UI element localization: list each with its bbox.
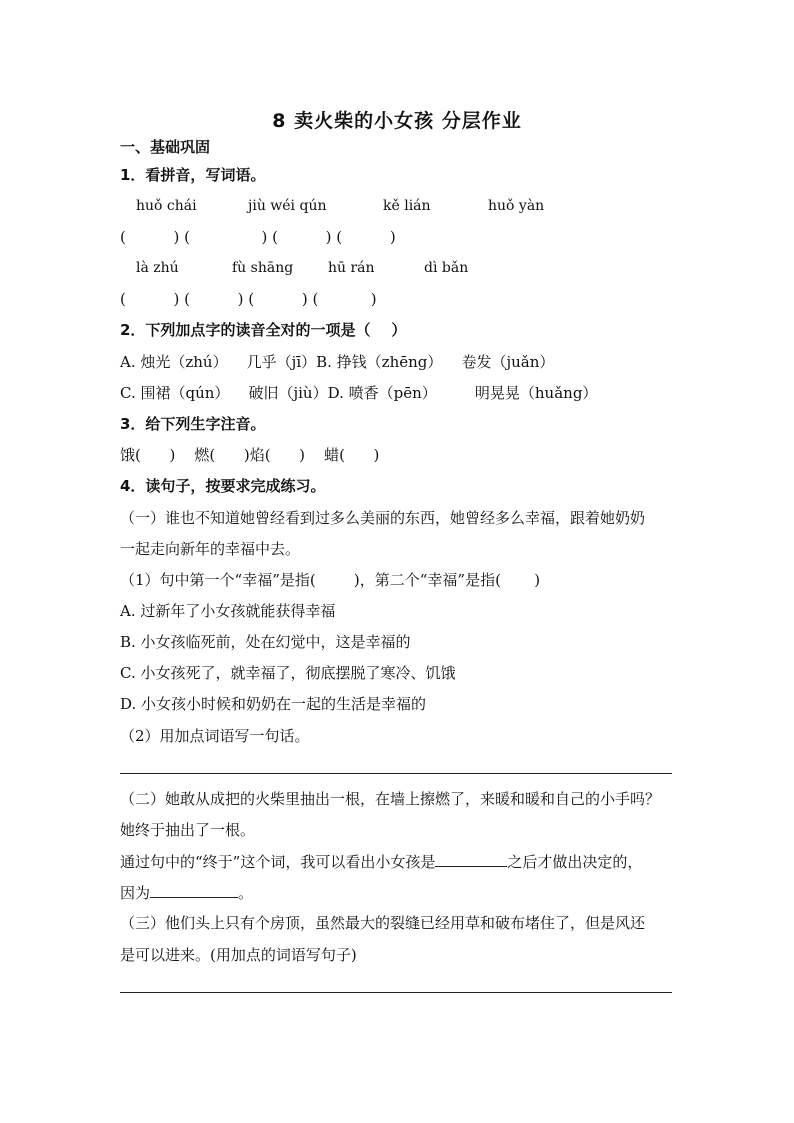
passage-2-because: [120, 882, 253, 903]
q4-title: 4．读句子，按要求完成练习。: [120, 477, 326, 495]
q2-title: 2．下列加点字的读音全对的一项是（ ）: [120, 321, 407, 339]
option-b: B. 小女孩临死前，处在幻觉中，这是幸福的: [120, 633, 411, 651]
passage-3-line-1: （三）他们头上只有个房顶，虽然最大的裂缝已经用草和破布堵住了，但是风还: [120, 914, 646, 932]
option-c: C. 小女孩死了，就幸福了，彻底摆脱了寒冷、饥饿: [120, 664, 456, 682]
passage-1-line-2: 一起走向新年的幸福中去。: [120, 540, 301, 558]
section-heading: 一、基础巩固: [120, 138, 211, 156]
answer-line-2[interactable]: [120, 992, 672, 993]
passage-3-line-2: 是可以进来。(用加点的词语写句子): [120, 946, 357, 964]
answer-brackets-row1[interactable]: ( ) ( ) ( ) ( ): [120, 228, 396, 246]
pinyin-3: kě lián: [383, 198, 431, 214]
passage-2-question: [120, 851, 642, 872]
q2-options-ab: A. 烛光（zhú） 几乎（jī）B. 挣钱（zhēng） 卷发（juǎn）: [120, 353, 555, 371]
pinyin-8: dì bǎn: [424, 260, 469, 276]
sub-question-2: （2）用加点词语写一句话。: [120, 727, 310, 745]
answer-line-1[interactable]: [120, 773, 672, 774]
passage-2-line-2: 她终于抽出了一根。: [120, 821, 256, 839]
option-a: A. 过新年了小女孩就能获得幸福: [120, 602, 336, 620]
pinyin-7: hū rán: [328, 260, 375, 276]
passage-2-line-1: （二）她敢从成把的火柴里抽出一根，在墙上擦燃了，来暖和暖和自己的小手吗？: [120, 790, 661, 808]
fill-blank-2[interactable]: [150, 882, 238, 898]
pinyin-6: fù shāng: [232, 260, 294, 276]
period: 。: [238, 884, 254, 902]
pinyin-2: jiù wéi qún: [248, 198, 327, 214]
q3-title: 3．给下列生字注音。: [120, 415, 266, 433]
fill-blank-1[interactable]: [435, 851, 507, 867]
because-label: 因为: [120, 884, 151, 902]
question-text: 通过句中的“终于”这个词，我可以看出小女孩是: [120, 853, 436, 871]
answer-brackets-row2[interactable]: ( ) ( ) ( ) ( ): [120, 290, 377, 308]
q3-characters[interactable]: 饿( ) 燃( )焰( ) 蜡( ): [120, 446, 380, 464]
pinyin-5: là zhú: [136, 260, 179, 276]
q2-options-cd: C. 围裙（qún） 破旧（jiù）D. 喷香（pēn） 明晃晃（huǎng）: [120, 384, 598, 402]
pinyin-4: huǒ yàn: [488, 198, 545, 214]
option-d: D. 小女孩小时候和奶奶在一起的生活是幸福的: [120, 695, 427, 713]
passage-1-line-1: （一）谁也不知道她曾经看到过多么美丽的东西，她曾经多么幸福，跟着她奶奶: [120, 509, 646, 527]
page-title: 8 卖火柴的小女孩 分层作业: [272, 110, 522, 132]
sub-question-1[interactable]: （1）句中第一个“幸福”是指( )，第二个“幸福”是指( ): [120, 571, 541, 589]
pinyin-1: huǒ chái: [136, 198, 197, 214]
question-text-end: 之后才做出决定的，: [507, 853, 643, 871]
q1-title: 1．看拼音，写词语。: [120, 166, 266, 184]
